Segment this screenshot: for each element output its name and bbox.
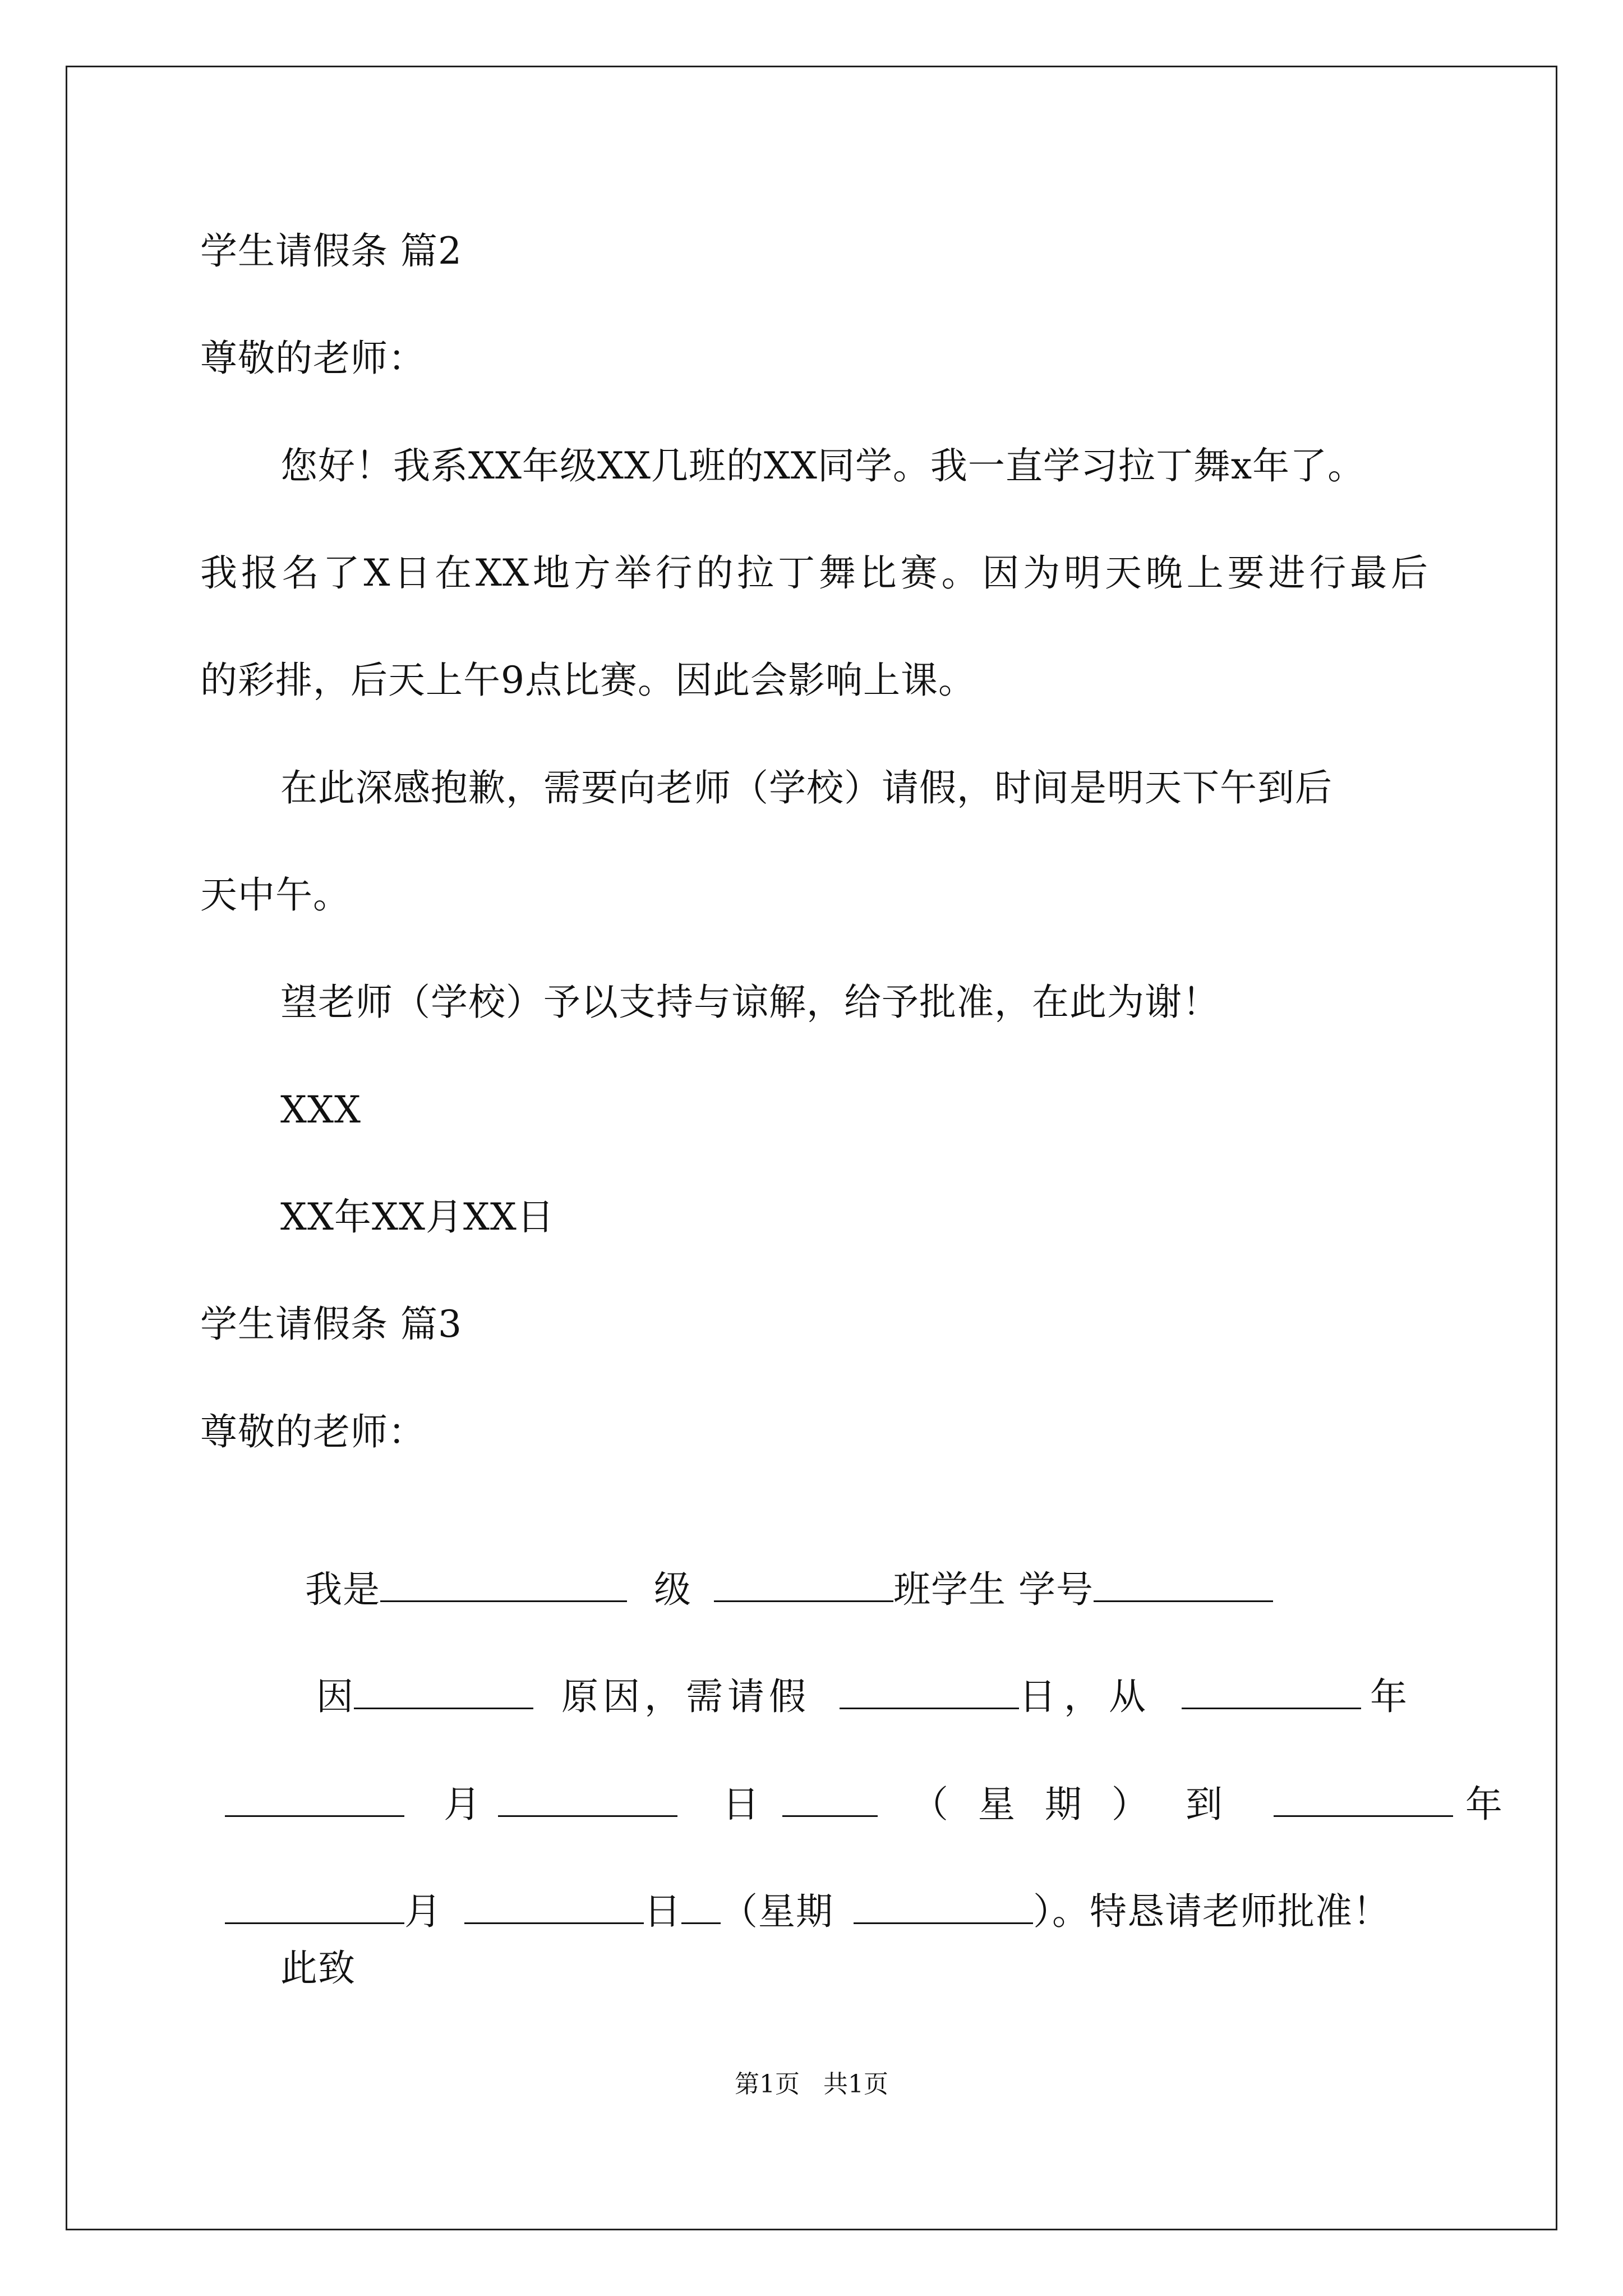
form-text: 月 xyxy=(443,1783,481,1826)
salutation: 尊敬的老师： xyxy=(200,337,426,380)
form-text: 日 xyxy=(643,1890,681,1933)
form-text: 年 xyxy=(1465,1783,1503,1826)
paragraph-line: 您好！我系XX年级XX几班的XX同学。我一直学习拉丁舞x年了。 xyxy=(280,444,1366,487)
paragraph-line: 望老师（学校）予以支持与谅解，给予批准，在此为谢！ xyxy=(280,981,1220,1024)
form-row xyxy=(292,1621,1408,1722)
form-text: 年 xyxy=(1370,1675,1408,1718)
date-line: XX年XX月XX日 xyxy=(280,1195,555,1239)
form-text: 班学生 学号 xyxy=(893,1568,1094,1611)
form-text: 因 xyxy=(316,1675,354,1718)
paragraph-line: 天中午。 xyxy=(200,873,351,917)
form-text: 级 xyxy=(653,1568,691,1611)
form-text: 到 xyxy=(1185,1783,1223,1826)
form-row xyxy=(200,1836,1390,1937)
paragraph-line: 我报名了X日在XX地方举行的拉丁舞比赛。因为明天晚上要进行最后 xyxy=(200,551,1428,595)
fill-in-blank xyxy=(714,1566,893,1602)
fill-in-blank xyxy=(225,1888,404,1924)
fill-in-blank xyxy=(840,1673,1019,1709)
signature: XXX xyxy=(280,1088,361,1131)
form-row xyxy=(280,1514,1273,1615)
fill-in-blank xyxy=(1094,1566,1273,1602)
section-title: 学生请假条 篇3 xyxy=(200,1303,462,1346)
fill-in-blank xyxy=(681,1888,721,1924)
fill-in-blank xyxy=(225,1780,404,1817)
form-text: 月 xyxy=(404,1890,442,1933)
paragraph-line: 的彩排，后天上午9点比赛。因此会影响上课。 xyxy=(200,659,976,702)
form-text: 日，从 xyxy=(1018,1675,1154,1718)
fill-in-blank xyxy=(782,1780,878,1817)
fill-in-blank xyxy=(354,1673,533,1709)
paragraph-line: 在此深感抱歉，需要向老师（学校）请假，时间是明天下午到后 xyxy=(280,766,1332,809)
form-text: （星期 xyxy=(720,1890,833,1933)
fill-in-blank xyxy=(380,1566,627,1602)
form-text: （ 星 期 ） xyxy=(911,1783,1158,1826)
form-text: ）。特恳请老师批准！ xyxy=(1032,1890,1390,1933)
salutation: 尊敬的老师： xyxy=(200,1410,426,1453)
fill-in-blank xyxy=(498,1780,677,1817)
section-title: 学生请假条 篇2 xyxy=(200,229,462,273)
closing: 此致 xyxy=(280,1947,356,1990)
fill-in-blank xyxy=(854,1888,1033,1924)
fill-in-blank xyxy=(1182,1673,1361,1709)
form-text: 我是 xyxy=(305,1568,380,1611)
form-row xyxy=(200,1729,1503,1830)
fill-in-blank xyxy=(1274,1780,1453,1817)
fill-in-blank xyxy=(464,1888,644,1924)
form-text: 原因，需请假 xyxy=(561,1675,810,1718)
form-text: 日 xyxy=(722,1783,760,1826)
page-number: 第1页 共1页 xyxy=(735,2070,888,2099)
